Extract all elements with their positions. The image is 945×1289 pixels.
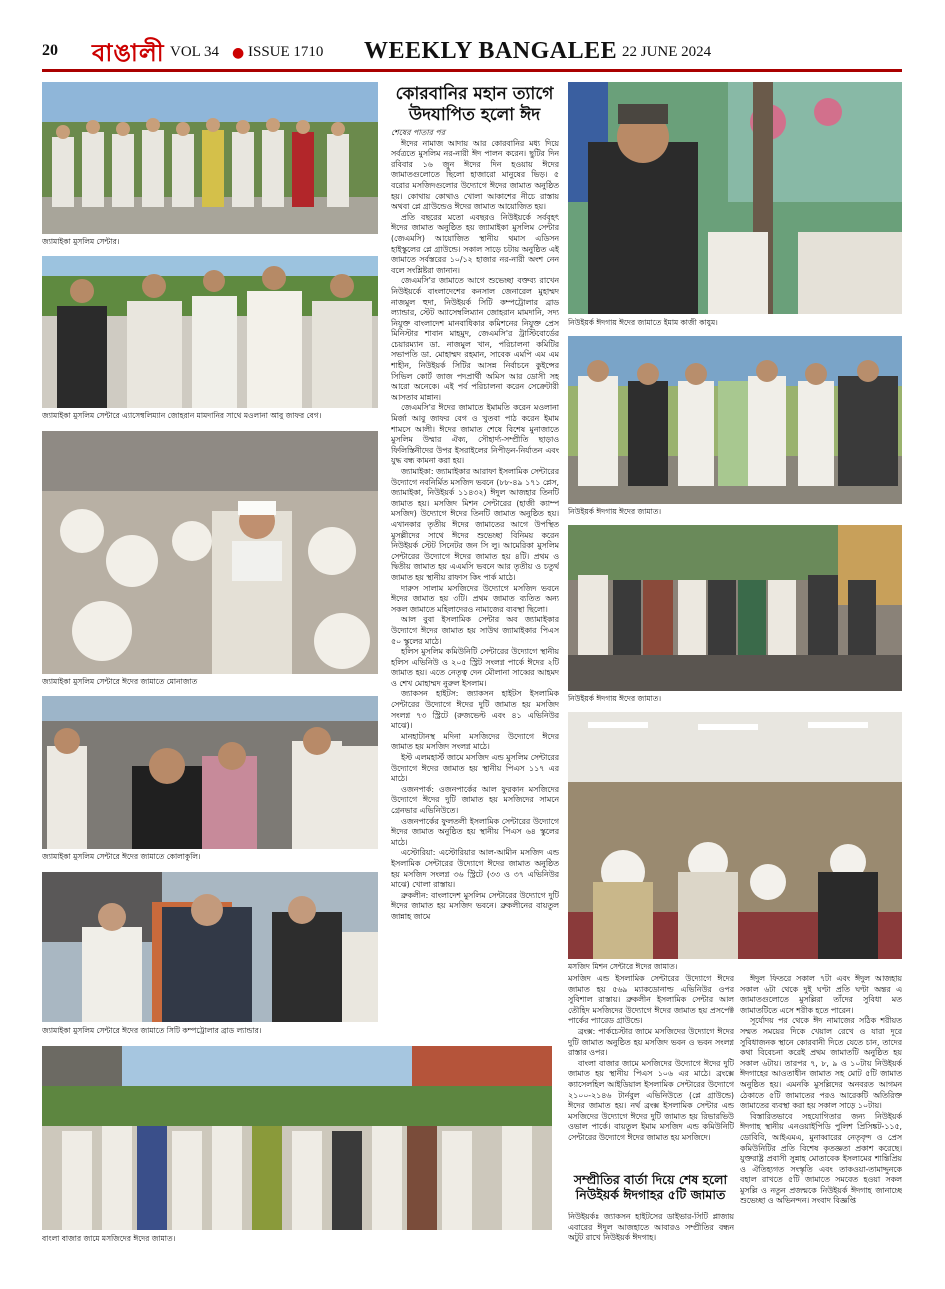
caption-right-1: নিউইয়র্ক ঈদগায় ঈদের জামাতে ইমাম কাজী কাযুম। (568, 318, 718, 327)
sub-article (568, 1212, 734, 1246)
sub-headline: সম্প্রীতির বার্তা দিয়ে শেষ হলো নিউইয়র্ক ঈদগাহর ৫টি জামাত (573, 1172, 728, 1202)
article-paragraph: জেএমসি'র ঈদের জামাতে ইমামতি করেন মওলানা মির্জা আবু জাফর বেগ ও খুতবা পাঠ করেন ইমাম শামসে আলী। ঈদের জামাত শেষে বিশেষ মুনাজাতে মুসলিম উম্মার ঐক্য, সৌহার্দ্য-সম্প্রীতি ছাড়াও ফিলিস্তিনীদের উপর ইসরাইলের নিপীড়ন-নির্যাতন এবং যুদ্ধ বন্ধ কামনা করা হয়। (391, 403, 559, 466)
photo-bangla-bazar (42, 1046, 552, 1230)
masthead (42, 38, 904, 70)
article-paragraph: মানহাটানস্থ মদিনা মসজিদের উদ্যোগে ঈদের জামাত হয় মসজিদ সংলগ্ন মাঠে। (391, 731, 559, 752)
article-paragraph: ব্রংক্স: পার্কচেস্টার জামে মসজিদের উদ্যোগে ঈদের দুটি জামাত অনুষ্ঠিত হয় মসজিদ ভবন ও ভবন সংলগ্ন রাস্তার ওপর। (568, 1026, 734, 1058)
photo-embrace (42, 696, 378, 849)
article-paragraph: নিউইয়র্কঃ জ্যাকসন হাইটসের ডাইভার-সিটি প্লাজায় এবারের ঈদুল আজহাতে আবারও সম্প্রীতির বন্ধন অটুট রাখে নিউইয়র্ক ঈদগাহ। (568, 1212, 734, 1243)
issue-label: ISSUE 1710 (248, 44, 324, 60)
article-paragraph: ওজনপার্কের ফুলতলী ইসলামিক সেন্টারের উদ্যোগে ঈদের জামাত অনুষ্ঠিত হয় স্থানীয় পিএস ৬৪ স্কুলের মাঠে। (391, 816, 559, 847)
caption-left-6: বাংলা বাজার জামে মসজিদের ঈদের জামাত। (42, 1234, 176, 1243)
caption-left-3: জ্যামাইকা মুসলিম সেন্টারে ঈদের জামাতে মোনাজাত (42, 677, 198, 686)
caption-left-5: জ্যামাইকা মুসলিম সেন্টারে ঈদের জামাতে সিটি কম্পট্রোলার ব্রাড ল্যান্ডার। (42, 1026, 262, 1035)
article-column-3 (568, 974, 734, 1170)
photo-eidgah-1 (568, 336, 902, 504)
page-number: 20 (42, 42, 58, 59)
photo-eidgah-2 (568, 525, 902, 691)
newspaper-logo: বাঙালী (92, 38, 165, 67)
article-paragraph: দারুস সালাম মসজিদের উদ্যোগে মসজিদ ভবনে ঈদের জামাত হয় ৩টি। প্রথম জামাত ব্যতিত অন্য সকল জামাতে মহিলাদেরও নামাজের ব্যবস্থা ছিলো। (391, 583, 559, 614)
article-paragraph: ইস্ট এলমহার্স্ট জামে মসজিদ এন্ড মুসলিম সেন্টারের উদ্যোগে ঈদের জামাত হয় স্থানীয় পিএস ১১৭ এর মাঠে। (391, 753, 559, 784)
caption-left-2: জ্যামাইকা মুসলিম সেন্টারে এ্যাসেম্বলিম্যান জোহরান মামদানির সাথে মওলানা আবু জাফর বেগ। (42, 411, 322, 420)
publication-title: WEEKLY BANGALEE (364, 38, 618, 64)
article-paragraph: সূর্যোদয় পর থেকে ঈদ নামাজের সঠিক শরীয়ত সম্মত সময়ের দিকে খেয়াল রেখে ও যারা দূরে সুবিধাজনক স্থানে কোরবানী দিতে যেতে চান, তাদের কথা বিবেচনা করেই প্রথম জামাতটি অনুষ্ঠিত হয় সকাল ৬টায়। তারপর ৭, ৮, ৯ ও ১০টায় নিউইয়র্ক ঈদগাহের আওতাধীন জামাত সহ মোট ৫টি জামাত অনুষ্ঠিত হয়। এমনকি মুসল্লিদের অনবরত আগমন ঠেকাতে ৫টি জামাতের পরও আরেকটি অতিরিক্ত জামাতের ব্যবস্থা করা হয় সকাল সাড়ে ১০টায়। (740, 1016, 902, 1111)
masthead-rule (42, 69, 902, 72)
caption-left-4: জ্যামাইকা মুসলিম সেন্টারে ঈদের জামাতে কোলাকুলি। (42, 852, 201, 861)
photo-assemblyman (42, 256, 378, 408)
article-paragraph: মসজিদ এন্ড ইসলামিক সেন্টারের উদ্যোগে ঈদের জামাত হয় ৫৬৯ ম্যাকডোনাল্ড এভিনিউর ওপর সুবিশাল রাস্তায়। ব্রুকলীন ইসলামিক সেন্টার আল তৌহিদ মসজিদের উদ্যোগে ঈদের জামাত হয় প্রসপেক্ট পার্কের প্যারেড গ্রাউন্ডে। (568, 974, 734, 1026)
article-paragraph: হলিস মুসলিম কমিউনিটি সেন্টারের উদ্যোগে স্থানীয় হলিস এভিনিউ ও ২০৫ স্ট্রিট সংলগ্ন পার্কে ঈদের ২টি জামাত হয়। এতে নেতৃত্ব দেন মৌলানা সাব্বের আহমদ ও শেখ মোহাম্মদ নুরুল ইসলাম। (391, 647, 559, 688)
photo-imam-kazi (568, 82, 902, 314)
caption-left-1: জ্যামাইকা মুসলিম সেন্টার। (42, 237, 120, 246)
article-headline: কোরবানির মহান ত্যাগে উদযাপিত হলো ঈদ (395, 84, 554, 125)
photo-jamaica-center (42, 82, 378, 234)
article-paragraph: ঈদের নামাজ আদায় আর কোরবানির মধ্য দিয়ে সর্বত্রতে মুসলিম নর-নারী ঈদ পালন করেন। ছুটির দিন রবিবার ১৬ জুন ঈদের দিন হওয়ায় ঈদের জামাতগুলোতে ছিলো হাজারো মানুষের ভিড়। ৫ বরোর মসজিদগুলোর উদ্যোগে ঈদের জামাত অনুষ্ঠিত হয়। কোথায় কোথাও খোলা আকাশের নীচে রাস্তায় অথবা প্লে গ্রাউন্ডেও ঈদের জামাত আয়োজিত হয়। (391, 138, 559, 212)
caption-right-4: মসজিদ মিশন সেন্টারে ঈদের জামাত। (568, 962, 678, 971)
caption-right-2: নিউইয়র্ক ঈদগায় ঈদের জামাত। (568, 507, 662, 516)
article-column-4 (740, 974, 902, 1246)
article-paragraph: আল বুবা ইসলামিক সেন্টার অব জ্যামাইকার উদ্যোগে ঈদের জামাত হয় সাউথ জ্যামাইকার পিএস ৫০ স্কুলের মাঠে। (391, 615, 559, 646)
photo-comptroller (42, 872, 378, 1022)
article-paragraph: জ্যামাইকা: জ্যামাইকার আরাফা ইসলামিক সেন্টারের উদ্যোগে নবনির্মিত মসজিদ ভবনে (৮৮-৪৯ ১৭১ প্লেস, জ্যামাইকা, নিউইয়র্ক ১১৪৩২) ঈদুল আজহার তিনটি জামাত হয়। মসজিদ মিশন সেন্টারের (হাজী ক্যাম্প মসজিদ) উদ্যোগে ঈদের তিনটি জামাত অনুষ্ঠিত হয়। এখানকার তৃতীয় ঈদের জামাতের আগে উপস্থিত মুসল্লীদের সাথে ঈদের শুভেচ্ছা বিনিময় করেন নিউইয়র্ক স্টেট সিনেটর জন সি লু। আমেরিকা মুসলিম সেন্টারের উদ্যোগে ঈদের জামাত হয় ৪টি। প্রথম ও দ্বিতীয় জামাত হয় এএমসি ভবনে আর তৃতীয় ও চতুর্থ জামাত হয় স্থানীয় রাফাস কিং পার্ক মাঠে। (391, 467, 559, 582)
caption-right-3: নিউইয়র্ক ঈদগায় ঈদের জামাত। (568, 694, 662, 703)
article-paragraph: বাংলা বাজার জামে মসজিদের উদ্যোগে ঈদের দুটি জামাত হয় স্থানীয় পিএস ১০৬ এর মাঠে। ব্রংক্সে ক্যাসেলহিল আইডিয়াল ইসলামিক সেন্টারের উদ্যোগে ২১০০-২১৪৬ টার্নবুল এভিনিউতে (প্লে গ্রাউন্ডে) ঈদের জামাত হয়। নর্থ ব্রংক্স ইসলামিক সেন্টার এন্ড মসজিদের উদ্যোগে ঈদের দুটি জামাত হয় রিভারভিউ ওভাল পার্কে। বায়তুল ইমাম মসজিদ এন্ড কমিউনিটি সেন্টারের উদ্যোগে ঈদের জামাত হয় মসজিদে। (568, 1058, 734, 1142)
article-paragraph: জ্যাকসন হাইটস: জ্যাকসন হাইটস ইসলামিক সেন্টারের উদ্যোগে ঈদের দুটি জামাত হয় মসজিদ সংলগ্ন ৭৩ স্ট্রিটে (রুজভেল্ট এবং ৪১ এভিনিউর মাঝে)। (391, 689, 559, 731)
volume-label: VOL 34 (170, 44, 220, 60)
continued-note: শেষের পাতার পর (391, 128, 445, 137)
article-paragraph: বিস্তারিতভাবে সহযোগিতার জন্য নিউইয়র্ক ঈদগাহ স্থানীয় এনওয়াইপিডি পুলিশ প্রিসিঙ্কট-১১৫, ডোবিবি, আইএমএ, মুনাব্বারের নেতৃবৃন্দ ও প্রেস কমিউনিটির প্রতি বিশেষ কৃতজ্ঞতা প্রকাশ করেছে। যুক্তরাষ্ট্র প্রবাসী সুন্নাহ মোতাবেক ইসলামের শান্তিপ্রিয় ও ঐতিহ্যগত সংস্কৃতি এবং তাকওয়া-তামাদ্দুনকে বহাল রাখতে ৫টি জামাতে সমবেত হওয়া সকল মুসল্লি ও নতুন প্রজন্মকে নিউইয়র্ক ঈদগাহ জানাচ্ছে শুভেচ্ছা ও অভিনন্দন। সংবাদ বিজ্ঞপ্তি (740, 1111, 902, 1206)
article-paragraph: ব্রুকলীন: বাংলাদেশ মুসলিম সেন্টারের উদ্যোগে দুটি ঈদের জামাত হয় মসজিদ ভবনে। ব্রুকলীনের বায়তুল জান্নাহ জামে (391, 890, 559, 921)
article-paragraph: এস্টোরিয়া: এস্টোরিয়ার আল-আমীন মসজিদ এন্ড ইসলামিক সেন্টারের উদ্যোগে ঈদের জামাত অনুষ্ঠিত হয় মসজিদ সংলগ্ন ৩৬ স্ট্রিটে (৩৩ ও ৩৭ এভিনিউর মাঝে) খোলা রাস্তায়। (391, 848, 559, 890)
article-paragraph: ঈদুল ফিতরে সকাল ৭টা এবং ঈদুল আজহায় সকাল ৬টা থেকে দুই ঘণ্টা প্রতি ঘণ্টা অন্তর এ জামাতগুলোতে মুসল্লিরা তাঁদের সুবিধা মত জামাতটিতে এসে শরীক হতে পারেন। (740, 974, 902, 1015)
article-paragraph: ওজনপার্ক: ওজনপার্কের আল ফুরকান মসজিদের উদ্যোগে ঈদের দুটি জামাত হয় মসজিদের সামনে গ্রেনভার এভিনিউতে। (391, 784, 559, 815)
photo-mission-center (568, 712, 902, 959)
article-paragraph: জেএমসি'র জামাতে আগে শুভেচ্ছা বক্তব্য রাখেন নিউইয়র্কে বাংলাদেশের কনসাল জেনারেল মুহাম্মদ নাজমুল হুদা, নিউইয়র্ক সিটি কম্পট্রোলার ব্রাড ল্যান্ডার, স্টেট অ্যাসেম্বলিম্যান জোহরান মামদানি, সদ্য নিযুক্ত বাংলাদেশ মানবাধিকার কমিশনের নিযুক্ত প্রেস মিনিস্টার শাবান মাহমুদ, জেএমসি'র ট্রাস্টিবোর্ডের চেয়ারম্যান ডা. নাজমুল খান, পরিচালনা কমিটির সভাপতি ডা. মোহাম্মদ রহমান, সাবেক এমপি এম এম শাহীন, নিউইয়র্ক সিটির আসন্ন নির্বাচনে কুইন্সের সিভিল কোর্ট জাজ পদপ্রার্থী অমিস আর ডোসী সহ আরো অনেকে। এই পর্ব পরিচালনা করেন সেক্রেটারী আসতাব মান্নান। (391, 276, 559, 402)
separator-dot-icon: ● (232, 45, 245, 61)
article-paragraph: প্রতি বছরের মতো এবছরও নিউইয়র্কে সর্ববৃহৎ ঈদের জামাত অনুষ্ঠিত হয় জ্যামাইকা মুসলিম সেন্টার (জেএমসি) আয়োজিত স্থানীয় থমাস এডিসন হাইস্কুলের প্লে গ্রাউন্ডে। সকাল সাড়ে চটায় অনুষ্ঠিত এই জামাতে সর্বস্তরের ১০/১২ হাজার নর-নারী অংশ নেন বলে সংশ্লিষ্টরা জানান। (391, 212, 559, 275)
photo-munajat (42, 431, 378, 674)
article-column-main (391, 128, 559, 1040)
issue-date: 22 JUNE 2024 (622, 44, 712, 60)
